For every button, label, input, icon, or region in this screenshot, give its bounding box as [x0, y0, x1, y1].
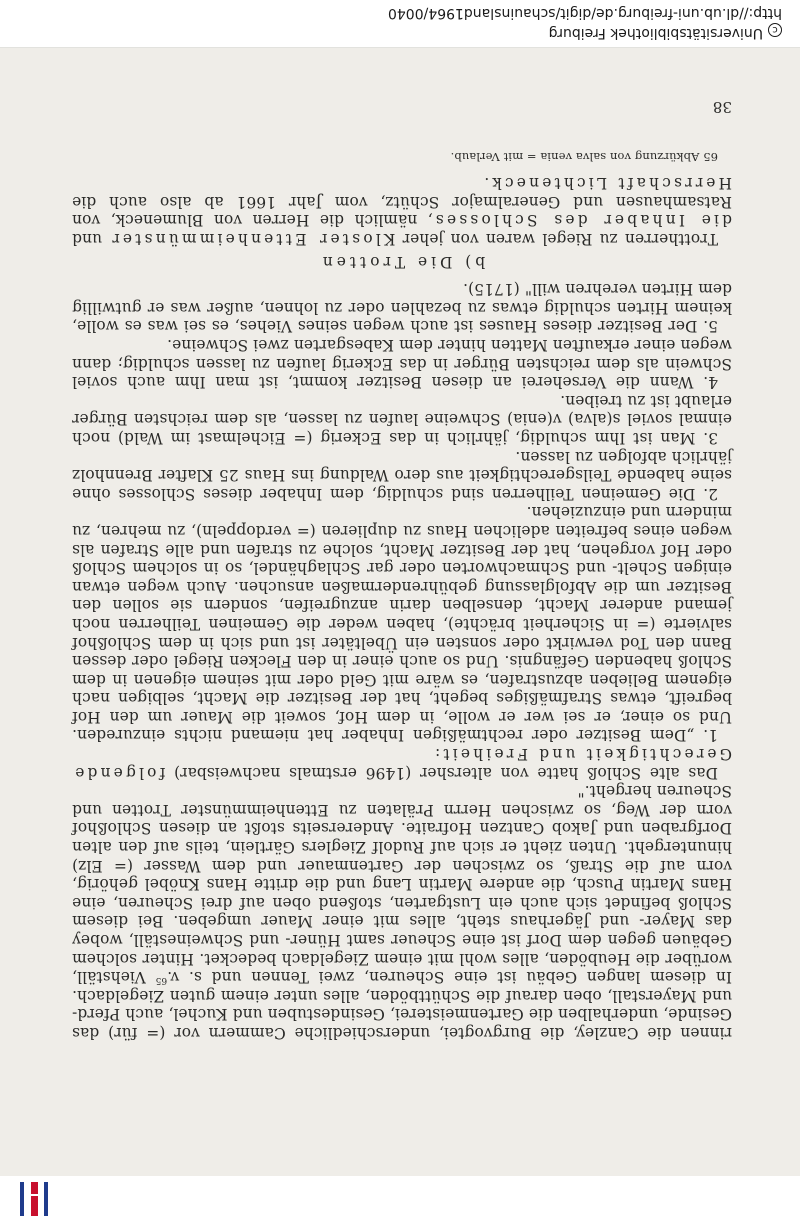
paragraph: 4. Wann die Verseherei an diesen Besitzer kommt, ist man Ihm auch soviel Schwein als dem reichsten Bürger in das Eckerig laufen zu lassen schuldig; dann wegen einer erkauften Matten hinter dem Kabesgarten zwei Schweine.	[72, 336, 732, 392]
copyright-icon: c	[768, 23, 782, 37]
ub-freiburg-logo-icon[interactable]	[10, 1180, 54, 1220]
paragraph: Das alte Schloß hatte von altersher (1496 erstmals nachweisbar) folgende Gerechtigkeit und Freiheit:	[72, 745, 732, 782]
paragraph: 3. Man ist Ihm schuldig, jährlich in das Eckerig (= Eichelmast im Wald) noch einmal soviel s(alva) v(enia) Schweine laufen zu lassen, als dem reichsten Bürger erlaubt ist zu treiben.	[72, 391, 732, 447]
footnote: 65 Abkürzung von salva venia = mit Verlaub.	[450, 149, 718, 164]
spaced-emphasis: die Inhaber des Schlosses	[432, 211, 732, 230]
logo-bar-icon	[20, 1182, 24, 1216]
paragraph: 2. Die Gemeinen Teilherren sind schuldig, dem Inhaber dieses Schlosses ohne seine habende Teilsgerechtigkeit aus dero Waldung ins Haus 25 Klafter Brennholz jährlich abfolgen zu lassen.	[72, 447, 732, 503]
scanned-page	[0, 48, 800, 1176]
footnote-marker: 65	[155, 975, 168, 986]
viewer-header	[0, 1175, 800, 1224]
logo-red-block-icon	[31, 1196, 38, 1216]
spaced-emphasis: folgende Gerechtigkeit und Freiheit	[72, 745, 732, 782]
paragraph: rinnen die Canzley, die Burgvogtei, underschiedliche Cammern vor (= für) das Gesinde, underhalben die Gartenmeisterei, Gesindestuben und Kuchel, auch Pferd- und Mayerstall, oben darauf die Schüttböden, alles unter einem guten Ziegeldach. In diesem langen Gebäu ist eine Scheuren, zwei Tennen und s. v.$^{65}$ Viehställ, worüber die Heuböden, alles wohl mit einem Ziegeldach bedecket. Hinter solchem Gebäuen gegen dem Dorf ist eine Scheuer samt Hüner- und Schweineställ, wobey das Mayer- und Jägerhaus steht, alles mit einer Mauer umgeben. Bei diesem Schloß befindet sich auch ein Lustgarten, stoßend oben auf drei Scheuren, eine Hans Martin Pusch, die andere Martin Lang und die dritte Hans Knöbel gehörig, vorn auf die Straß, so zwischen der Gartenmauer und dem Wasser (= Elz) hinuntergeht. Unten zieht er sich auf Rudolf Zieglers Gärtlein, teils auf den alten Dorfgraben und Jakob Cantzen Hofraite. Andererseits stoßt an diesen Schloßhof vorn der Weg, so zwischen Herrn Prälaten zu Ettenheimmünster Trotten und Scheuren hergeht."	[72, 782, 732, 1042]
section-heading: b) Die Trotten	[318, 252, 486, 271]
logo-red-block-icon	[31, 1182, 38, 1194]
viewer-footer	[0, 0, 800, 48]
copyright-text: Universitätsbibliothek Freiburg	[548, 25, 763, 41]
paragraph: 1. „Dem Besitzer oder rechtmäßigen Inhaber hat niemand nichts einzureden. Und so einer, er sei wer er wolle, in dem Hof, soweit die Mauer um den Hof begreift, etwas Strafmäßiges begeht, hat der Besitzer die Macht, selbigen nach eigenem Belieben abzustrafen, es wäre mit Geld oder mit seinem eigenen in dem Schloß habenden Gefängnis. Und so auch einer in den Flecken Riegel oder dessen Bann den Tod verwirkt oder sonsten ein Übeltäter ist und sich in dem Schloßhof salvierte (= in Sicherheit brächte), haben weder die Gemeinen Teilherren noch jemand anderer Macht, denselben darin anzugreifen, sondern sie sollen den Besitzer um die Abfolglassung gebührendermaßen ansuchen. Auch wegen etwan einigen Schelt- und Schmachworten oder gar Schlaghändel, so in solchem Schloß oder Hof vorgehen, hat der Besitzer Macht, solche zu strafen und alle Strafen als wegen eines befreiten adelichen Haus zu duplieren (= verdoppeln), zu mehren, zu mindern und einzuziehen.	[72, 503, 732, 745]
copyright-line	[549, 23, 782, 41]
page-number: 38	[712, 97, 732, 116]
page-text	[72, 97, 732, 1042]
spaced-emphasis: Kloster Ettenheimmünster	[109, 230, 396, 249]
spaced-emphasis: Herrschaft Lichteneck	[489, 174, 732, 193]
paragraph: Trottherren zu Riegel waren von jeher Kloster Ettenheimmünster und die Inhaber des Schlosses, nämlich die Herren von Blumeneck, von Ratsamhausen und Generalmajor Schütz, vom Jahr 1661 ab also auch die Herrschaft Lichteneck.	[72, 174, 732, 249]
paragraph: 5. Der Besitzer dieses Hauses ist auch wegen seines Viehes, es sei was es wolle, keinem Hirten schuldig etwas zu bezahlen oder zu lohnen, außer was er gutwillig dem Hirten verehren will" (1715).	[72, 280, 732, 336]
permalink[interactable]: http://dl.ub.uni-freiburg.de/digit/schauinsland1964/0040	[387, 5, 782, 21]
logo-bar-icon	[44, 1182, 48, 1216]
